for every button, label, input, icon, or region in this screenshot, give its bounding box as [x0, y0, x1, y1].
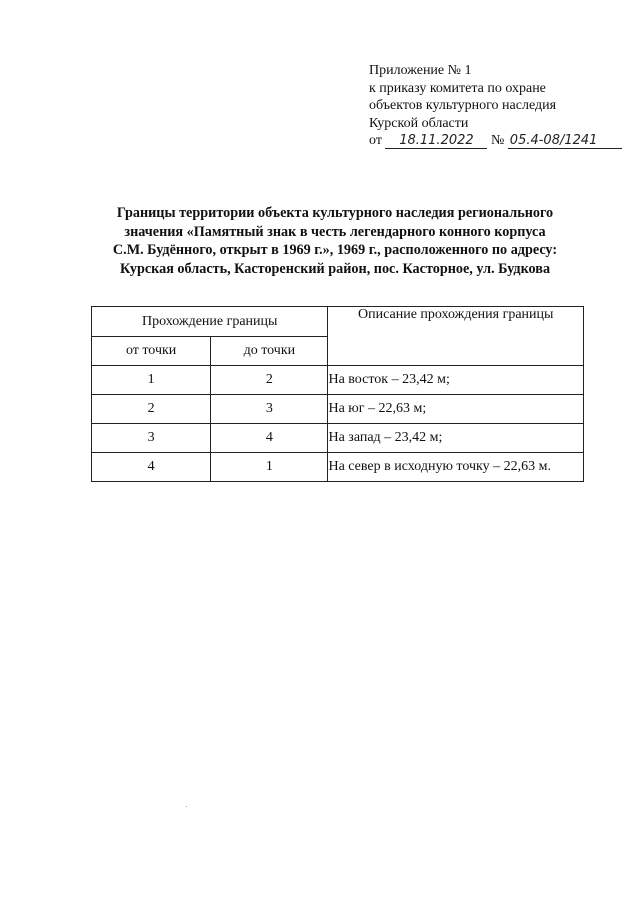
cell-to-point: 4 — [211, 424, 328, 453]
attachment-order-line: к приказу комитета по охране — [369, 80, 546, 96]
attachment-committee-line: объектов культурного наследия — [369, 98, 557, 113]
title-line: Курская область, Касторенский район, пос. Касторное, ул. Будкова — [119, 260, 551, 277]
handwritten-date: 18.11.2022 — [385, 134, 487, 149]
title-line: С.М. Будённого, открыт в 1969 г.», 1969 г., расположенного по адресу: — [112, 242, 558, 258]
cell-from-point: 3 — [92, 424, 211, 453]
cell-to-point: 1 — [211, 453, 328, 482]
header-from-point: от точки — [92, 337, 211, 366]
title-line: значения «Памятный знак в честь легендарного конного корпуса — [124, 223, 546, 240]
cell-from-point: 1 — [92, 366, 211, 395]
cell-to-point: 2 — [211, 366, 328, 395]
attachment-block — [369, 62, 634, 150]
title-line: Границы территории объекта культурного наследия регионального — [116, 205, 554, 221]
cell-description: На запад – 23,42 м; — [328, 424, 584, 453]
handwritten-order-number: 05.4-08/1241 — [508, 134, 622, 149]
attachment-region-line: Курской области — [369, 115, 469, 131]
from-label: от — [369, 133, 382, 148]
boundary-table — [91, 306, 584, 482]
header-boundary-passage: Прохождение границы — [92, 307, 328, 337]
table-row — [92, 424, 584, 453]
cell-description: На восток – 23,42 м; — [328, 366, 584, 395]
attachment-title: Приложение № 1 — [369, 63, 472, 78]
number-label: № — [490, 133, 505, 148]
cell-from-point: 4 — [92, 453, 211, 482]
scan-speck — [186, 806, 187, 807]
cell-from-point: 2 — [92, 395, 211, 424]
document-title — [60, 204, 610, 278]
table-row — [92, 366, 584, 395]
cell-description: На юг – 22,63 м; — [328, 395, 584, 424]
cell-description: На север в исходную точку – 22,63 м. — [328, 453, 584, 482]
header-boundary-description: Описание прохождения границы — [328, 307, 584, 366]
header-to-point: до точки — [211, 337, 328, 366]
table-header-row — [92, 307, 584, 337]
table-row — [92, 395, 584, 424]
order-date-number-line — [369, 132, 634, 150]
cell-to-point: 3 — [211, 395, 328, 424]
table-row — [92, 453, 584, 482]
